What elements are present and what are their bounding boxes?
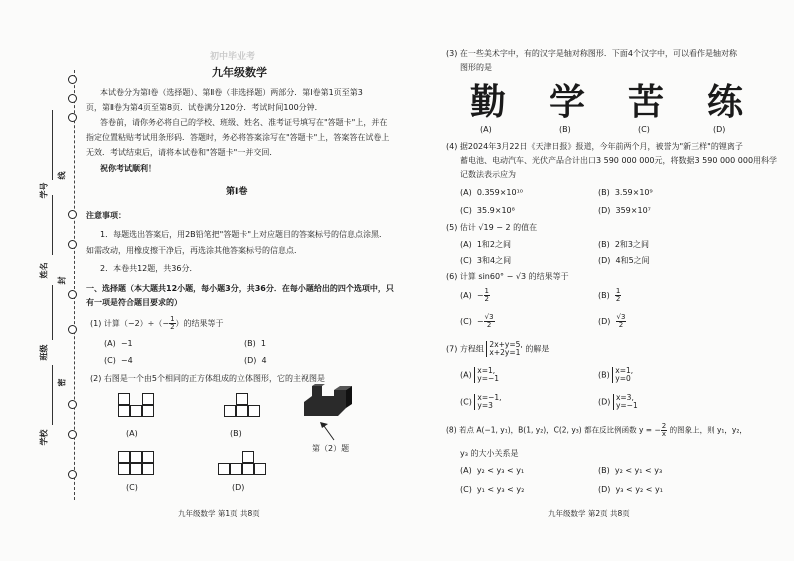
- q1-frac-num: 1: [170, 315, 175, 323]
- frac-den: 2: [484, 295, 489, 303]
- ghost-header: 初中毕业考: [210, 52, 256, 62]
- option-system: [474, 367, 499, 383]
- option-fraction: [615, 288, 621, 303]
- q3-option-b[interactable]: (B): [559, 125, 571, 134]
- q6-option-c[interactable]: [460, 314, 495, 329]
- q3-stem: (3) 在一些美术字中，有的汉字是轴对称图形．下面4个汉字中，可以看作是轴对称: [446, 49, 737, 58]
- q1-option-c[interactable]: [104, 355, 133, 366]
- option-label: (A): [460, 240, 472, 249]
- q2-label-a: (A): [126, 429, 138, 438]
- option-value: 4: [261, 356, 267, 365]
- option-label: (B): [598, 466, 610, 475]
- q8-option-c[interactable]: [460, 484, 524, 495]
- field-label-class: 班级: [39, 344, 49, 361]
- option-label: (A): [460, 370, 472, 380]
- q8-frac-den: x: [661, 430, 667, 438]
- q7-system: [486, 341, 522, 357]
- q4-option-d[interactable]: [598, 205, 651, 216]
- square-cell: [118, 451, 130, 463]
- binding-hole: [68, 470, 77, 479]
- field-label-school: 学校: [39, 429, 49, 446]
- binding-hole: [68, 325, 77, 334]
- square-cell: [142, 393, 154, 405]
- intro-line: 本试卷分为第Ⅰ卷（选择题）、第Ⅱ卷（非选择题）两部分．第Ⅰ卷第1页至第3: [100, 88, 363, 97]
- q4-option-a[interactable]: [460, 187, 523, 198]
- option-fraction: [616, 314, 627, 329]
- q1-stem-b: ）的结果等于: [175, 319, 224, 328]
- solution-line: y=3: [477, 401, 493, 410]
- note-line: 2．本卷共12题，共36分．: [100, 264, 198, 273]
- option-label: (D): [598, 317, 611, 326]
- q7-stem-label: (7) 方程组: [446, 344, 484, 354]
- binding-hole: [68, 94, 77, 103]
- q8-stem: [446, 423, 747, 438]
- q4-stem: 蓄电池、电动汽车、光伏产品合计出口3 590 000 000元，将数据3 590 000 000用科学: [460, 156, 778, 165]
- option-value: y₁ < y₃ < y₂: [476, 485, 525, 494]
- option-system: [613, 394, 638, 410]
- option-label: (B): [244, 339, 256, 348]
- square-cell: [118, 405, 130, 417]
- frac-num: √3: [616, 313, 626, 321]
- option-label: (C): [460, 256, 472, 265]
- q8-frac-num: 2: [661, 422, 667, 430]
- binding-hole: [68, 240, 77, 249]
- option-fraction: [484, 314, 495, 329]
- part-heading: 一、选择题（本大题共12小题，每小题3分，共36分．在每小题给出的四个选项中，只: [86, 284, 394, 293]
- square-cell: [248, 405, 260, 417]
- part-heading: 有一项是符合题目要求的）: [86, 298, 182, 307]
- option-label: (D): [598, 397, 611, 407]
- solution-line: y=−1: [615, 401, 638, 410]
- q6-option-b[interactable]: [598, 288, 621, 303]
- square-cell: [236, 393, 248, 405]
- intro-line: 页，第Ⅱ卷为第4页至第8页．试卷满分120分．考试时间100分钟．: [86, 103, 323, 112]
- option-label: (D): [244, 356, 257, 365]
- field-line: [52, 365, 53, 425]
- q7-option-b[interactable]: [598, 367, 633, 383]
- q4-option-c[interactable]: [460, 205, 515, 216]
- q2-solid-figure: [300, 384, 356, 446]
- option-value: 3和4之间: [476, 256, 512, 265]
- solution-line: x=3,: [615, 393, 634, 402]
- q7-option-a[interactable]: [460, 367, 499, 383]
- mark-secret: 密: [57, 378, 67, 387]
- option-value: −1: [120, 339, 133, 348]
- frac-num: 1: [484, 287, 489, 295]
- square-cell: [254, 463, 266, 475]
- option-label: (A): [460, 188, 472, 197]
- q6-stem: (6) 计算 sin60° − √3 的结果等于: [446, 272, 569, 281]
- square-cell: [130, 463, 142, 475]
- option-sign: −: [476, 317, 484, 326]
- q5-option-c[interactable]: [460, 255, 511, 266]
- q3-char-d: 练: [707, 81, 756, 123]
- q8-stem-a: (8) 若点 A(−1, y₁)，B(1, y₂)，C(2, y₃) 都在反比例函数 y = −: [446, 425, 661, 435]
- mark-seal: 封: [57, 276, 67, 285]
- q1-option-d[interactable]: [244, 355, 267, 366]
- option-fraction: [484, 288, 490, 303]
- notes-heading: 注意事项：: [86, 211, 126, 220]
- q3-char-a: 勤: [470, 81, 519, 123]
- section-title: 第Ⅰ卷: [226, 187, 248, 197]
- binding-hole: [68, 210, 77, 219]
- option-label: (D): [598, 256, 611, 265]
- question-2-stem: (2) 右图是一个由5个相同的正方体组成的立体图形，它的主视图是: [90, 374, 325, 383]
- q8-stem: y₃ 的大小关系是: [460, 449, 519, 458]
- q6-option-a[interactable]: [460, 288, 490, 303]
- option-value: 359×10⁷: [615, 206, 651, 215]
- field-line: [52, 110, 53, 180]
- option-value: 2和3之间: [614, 240, 650, 249]
- q7-option-d[interactable]: [598, 394, 638, 410]
- square-cell: [236, 405, 248, 417]
- square-cell: [142, 451, 154, 463]
- q1-option-b[interactable]: [244, 338, 266, 349]
- q3-char-b: 学: [549, 81, 598, 123]
- option-value: 4和5之间: [615, 256, 650, 265]
- option-label: (D): [598, 206, 611, 215]
- intro-line: 无效．考试结束后，请将本试卷和"答题卡"一并交回．: [86, 148, 278, 157]
- frac-den: 2: [615, 295, 621, 303]
- binding-hole: [68, 400, 77, 409]
- option-value: y₂ < y₃ < y₁: [476, 466, 525, 475]
- solution-line: x=−1,: [477, 393, 502, 402]
- option-value: y₃ < y₂ < y₁: [615, 485, 663, 494]
- q3-option-a[interactable]: (A): [480, 125, 492, 134]
- option-value: 0.359×10¹⁰: [476, 188, 524, 197]
- square-cell: [142, 405, 154, 417]
- q1-frac-den: 2: [170, 323, 175, 331]
- q5-option-d[interactable]: [598, 255, 650, 266]
- q8-stem-b: 的图象上，则 y₁，y₂，: [667, 425, 747, 435]
- option-label: (B): [598, 240, 610, 249]
- q5-stem: (5) 估计 √19 − 2 的值在: [446, 223, 538, 232]
- binding-hole: [68, 75, 77, 84]
- square-cell: [224, 405, 236, 417]
- page-footer: 九年级数学 第2页 共8页: [548, 509, 630, 518]
- q8-option-b[interactable]: [598, 465, 662, 476]
- field-label-student-id: 学号: [39, 182, 49, 199]
- solution-line: y=−1: [477, 374, 500, 383]
- option-label: (B): [598, 291, 610, 300]
- q7-stem-end: 的解是: [525, 344, 550, 354]
- option-label: (C): [104, 356, 116, 365]
- option-system: [612, 367, 633, 383]
- q5-option-b[interactable]: [598, 239, 649, 250]
- note-line: 1．每题选出答案后，用2B铅笔把"答题卡"上对应题目的答案标号的信息点涂黑．: [100, 230, 388, 239]
- q1-stem-a: (1) 计算（−2）÷（−: [90, 319, 170, 328]
- option-label: (C): [460, 206, 472, 215]
- option-value: −4: [120, 356, 133, 365]
- frac-den: 2: [486, 321, 492, 329]
- option-label: (A): [104, 339, 116, 348]
- option-label: (C): [460, 397, 472, 407]
- q7-option-c[interactable]: [460, 394, 502, 410]
- q8-option-a[interactable]: [460, 465, 524, 476]
- option-value: 1: [260, 339, 266, 348]
- binding-hole: [68, 113, 77, 122]
- page-footer: 九年级数学 第1页 共8页: [178, 509, 260, 518]
- frac-den: 2: [618, 321, 624, 329]
- q1-option-a[interactable]: [104, 338, 133, 349]
- solution-line: x=1,: [615, 366, 634, 375]
- q4-stem: (4) 据2024年3月22日《天津日报》报道，今年前两个月，被誉为"新三样"的锂离子: [446, 142, 743, 151]
- field-label-name: 姓名: [39, 262, 49, 279]
- q3-option-c[interactable]: (C): [638, 125, 650, 134]
- intro-line: 指定位置粘贴考试用条形码．答题时，务必将答案涂写在"答题卡"上，答案答在试卷上: [86, 133, 390, 142]
- q3-option-d[interactable]: (D): [713, 125, 726, 134]
- option-value: 3.59×10⁹: [614, 188, 653, 197]
- question-1-stem: [90, 316, 224, 331]
- q3-char-c: 苦: [628, 81, 677, 123]
- option-value: y₂ < y₁ < y₃: [614, 466, 663, 475]
- option-sign: −: [476, 291, 484, 300]
- option-value: 35.9×10⁸: [476, 206, 515, 215]
- q2-label-c: (C): [126, 483, 138, 492]
- option-system: [474, 394, 501, 410]
- binding-hole: [68, 430, 77, 439]
- q4-stem: 记数法表示应为: [460, 170, 516, 179]
- q2-label-b: (B): [230, 429, 242, 438]
- binding-hole: [68, 290, 77, 299]
- q7-equation: 2x+y=5,: [489, 340, 523, 349]
- q2-figure-caption: 第（2）题: [312, 444, 350, 453]
- option-label: (B): [598, 188, 610, 197]
- square-cell: [142, 463, 154, 475]
- note-line: 如需改动，用橡皮擦干净后，再选涂其他答案标号的信息点．: [86, 246, 302, 255]
- q2-label-d: (D): [232, 483, 245, 492]
- q6-option-d[interactable]: [598, 314, 626, 329]
- mark-line: 线: [57, 171, 67, 180]
- option-label: (A): [460, 291, 472, 300]
- frac-num: 1: [615, 287, 621, 295]
- square-cell: [130, 451, 142, 463]
- square-cell: [218, 463, 230, 475]
- q5-option-a[interactable]: [460, 239, 511, 250]
- field-line: [52, 285, 53, 340]
- option-label: (B): [598, 370, 610, 380]
- option-label: (D): [598, 485, 611, 494]
- option-value: 1和2之间: [476, 240, 511, 249]
- square-cell: [230, 463, 242, 475]
- square-cell: [118, 393, 130, 405]
- q7-equation: x+2y=1: [489, 348, 521, 357]
- intro-line: 祝你考试顺利！: [100, 164, 156, 173]
- q7-stem: [446, 341, 549, 357]
- q4-option-b[interactable]: [598, 187, 653, 198]
- field-line: [52, 195, 53, 255]
- square-cell: [118, 463, 130, 475]
- square-cell: [242, 463, 254, 475]
- option-label: (C): [460, 485, 472, 494]
- frac-num: √3: [484, 313, 494, 321]
- solution-line: y=0: [615, 374, 631, 383]
- page-title: 九年级数学: [212, 66, 267, 79]
- option-label: (A): [460, 466, 472, 475]
- square-cell: [242, 451, 254, 463]
- q3-stem: 图形的是: [460, 63, 492, 72]
- q8-option-d[interactable]: [598, 484, 663, 495]
- solution-line: x=1,: [477, 366, 496, 375]
- option-label: (C): [460, 317, 472, 326]
- square-cell: [130, 405, 142, 417]
- intro-line: 答卷前，请你务必将自己的学校、班级、姓名、准考证号填写在"答题卡"上，并在: [100, 118, 388, 127]
